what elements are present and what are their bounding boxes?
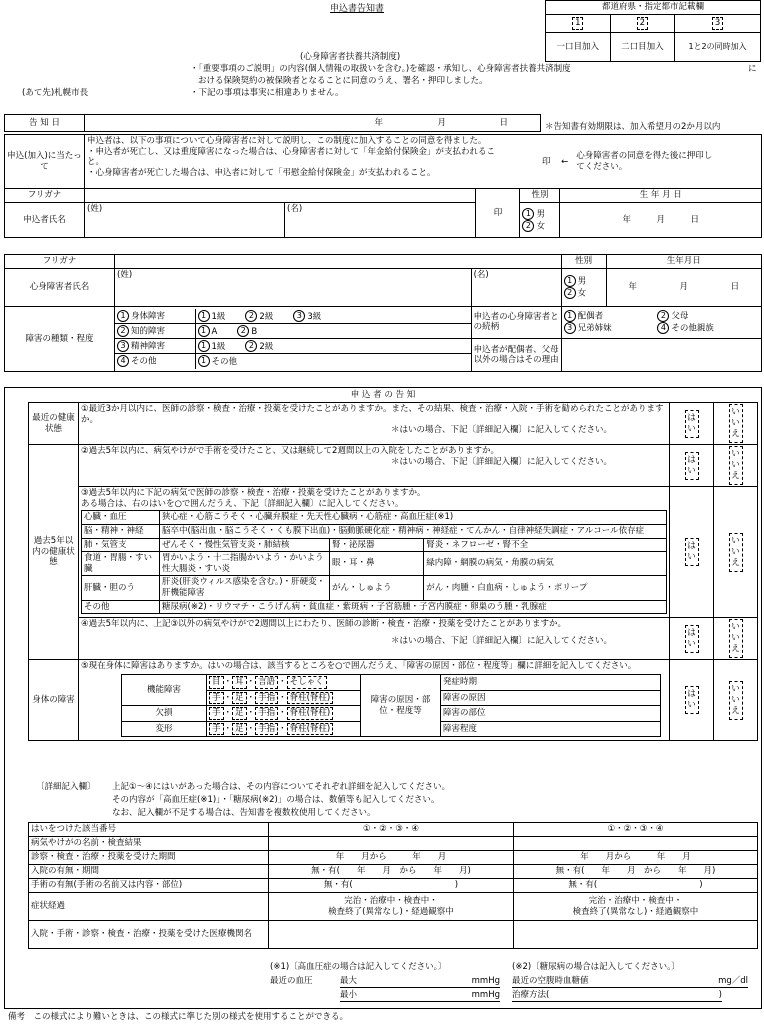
applicant-birth-label: 生 年 月 日 [560,189,762,203]
disease-cell: 眼・耳・鼻 [330,552,424,576]
q2-text: ②過去5年以内に、病気やけがで手術を受けたこと、又は継続して2週間以上の入院をしたことがありますか。 [81,446,499,456]
bp-label: 最近の血圧 [270,976,313,986]
disease-cell: がん・しゅよう [330,576,424,600]
apply-t3: ・心身障害者が死亡した場合は、申込者に対して「弔慰金給付保険金」が支払われること。 [87,167,436,178]
disabled-furigana: フリガナ [5,255,115,269]
disease-list: 糖尿病(※2)・リウマチ・こうげん病・貧血症・紫斑病・子宮筋腫・子宮内膜症・卵巣のう腫・乳腺症 [160,600,667,614]
q4-yes[interactable]: はい [685,625,699,653]
validity-note: ＊告知書有効期限は、加入希望月の2か月以内 [545,122,721,132]
disease-list: 狭心症・心筋こうそく・心臓弁膜症・先天性心臓病・心筋症・高血圧症(※1) [160,511,667,525]
grade-1[interactable]: 1 A 2 B [195,324,471,339]
disease-cell: 肺・気管支 [82,538,160,552]
consent-note: 心身障害者の同意を得た後に押印してください。 [576,150,713,172]
sugar-field[interactable]: 最近の空腹時血糖値 mg／dl [512,976,748,986]
grade-3[interactable]: 1 その他 [195,354,471,369]
disabled-birth-field[interactable]: 年 月 日 [606,268,761,306]
page-title: 申込書告知書 [330,4,385,14]
bullet-1: ・「重要事項のご説明」の内容(個人情報の取扱いを含む。)を確認・承知し、心身障害者扶養共済制度 [190,64,571,74]
body-part-option: 言語 [255,676,278,689]
type-3[interactable]: 4 その他 [115,354,195,369]
q5-no[interactable]: いいえ [729,681,743,720]
body-part-option: 足 [232,723,247,736]
q2-note: ＊はいの場合、下記〔詳細記入欄〕に記入してください。 [391,456,613,467]
pref-box-title: 都道府県・指定都市記載欄 [546,1,761,15]
disabled-sei[interactable]: (姓) [115,268,472,306]
detail-col-1[interactable]: 年 月から 年 月 [269,851,514,865]
pref-c3: 1と2の同時加入 [675,33,761,62]
body-part-option: 脊柱(脊柱) [287,723,334,736]
disease-cell: 肝臓・胆のう [82,576,160,600]
body-part-option: 耳 [232,676,247,689]
treat-field[interactable]: 治療方法( ) [512,990,722,1000]
body-part-option: 手 [209,723,224,736]
disabled-furigana-field[interactable] [115,255,562,269]
applicant-furigana: フリガナ [5,189,85,203]
disease-cell: 緑内障・網膜の病気・角膜の病気 [424,552,667,576]
loss-row[interactable]: 手 ・ 足 ・ 手指 ・ 脊柱(脊柱) [207,706,361,722]
detail-table [28,822,758,949]
disease-list: 脳卒中(脳出血・脳こうそく・くも膜下出血)・脳動脈硬化症・精神病・神経症・てんかん・自律神経失調症・アルコール依存症 [160,524,667,538]
q2-yes[interactable]: はい [685,452,699,480]
body-part-option: 手 [209,692,224,705]
note-diabetes: (※2)〔糖尿病の場合は記入してください。〕 [512,962,680,972]
body-part-option: 手指 [255,723,278,736]
q4-text: ④過去5年以内に、上記③以外の病気やけがで2週間以上にわたり、医師の診断・検査・治療・投薬を受けたことがありますか。 [81,619,567,630]
cause-part[interactable]: 障害の部位 [441,706,661,722]
disease-cat: 脳・精神・神経 [82,524,160,538]
body-table [121,674,661,738]
disease-cell: ぜんそく・慢性気管支炎・肺結核 [160,538,330,552]
disease-cell: 食道・胃腸・すい臓 [82,552,160,576]
q5-text: ⑤現在身体に障害はありますか。はいの場合は、該当するところを○で囲んだうえ、「障害の原因・部位・程度等」欄に詳細を記入してください。 [81,661,637,672]
q3-yes[interactable]: はい [685,538,699,566]
detail-col-2[interactable]: 年 月から 年 月 [514,851,758,865]
pref-num-2[interactable]: 2 [637,17,648,30]
q3-text-b: ある場合は、右のはいを○で囲んだうえ、下記〔詳細記入欄〕に記入してください。 [81,498,404,509]
q1-note: ＊はいの場合、下記〔詳細記入欄〕に記入してください。 [391,425,613,436]
applicant-sei[interactable]: (姓) [85,202,285,237]
applicant-seal[interactable]: 印 [476,189,520,238]
disabled-sex-options[interactable]: 1 男 2 女 [561,268,606,306]
pref-box [545,0,761,62]
bp-min-field[interactable]: 最小 mmHg [340,990,500,1000]
applicant-sex-label: 性別 [520,189,560,203]
relation-options[interactable]: 1 配偶者 2 父母3 兄弟姉妹 4 その他親族 [562,307,761,339]
detail-row-label: 病気やけがの名前・検査結果 [29,837,269,851]
disease-cell: 肝炎(肝炎ウィルス感染を含む。)・肝硬変・肝機能障害 [160,576,330,600]
apply-t2: ・申込者が死亡し、又は重度障害になった場合は、心身障害者に対して「年金給付保険金」が支払われること。 [87,146,496,168]
pref-num-3[interactable]: 3 [712,17,723,30]
grade-2[interactable]: 1 1級 2 2級 [195,339,471,354]
declaration-title: 申 込 者 の 告 知 [350,390,416,400]
q3-no[interactable]: いいえ [729,533,743,572]
q5-yes[interactable]: はい [685,686,699,714]
disability-types [115,309,471,369]
disease-cell: がん・肉腫・白血病・しゅよう・ポリープ [424,576,667,600]
detail-col-1[interactable]: 完治・治療中・検査中・ 検査終了(異常なし)・経過観察中 [269,893,514,921]
cause-label: 障害の原因・部位・程度等 [361,674,441,737]
apply-seal[interactable]: 印 [541,157,551,167]
applicant-furigana-field[interactable] [85,189,476,203]
bullet-2: おける保険契約の被保険者となることに同意のうえ、署名・押印しました。 [198,76,488,86]
applicant-birth-field[interactable]: 年 月 日 [560,202,762,237]
deform-label: 変形 [122,721,207,737]
detail-col-2[interactable]: ①・②・③・④ [514,823,758,837]
q4-no[interactable]: いいえ [729,619,743,658]
q1-no[interactable]: いいえ [729,404,743,443]
q2-no[interactable]: いいえ [729,446,743,485]
apply-t1: 申込者は、以下の事項について心身障害者に対して説明し、この制度に加入することの同意を得ました。 [87,136,487,146]
body-part-option: 足 [232,707,247,720]
detail-col-2[interactable]: 無・有( ) [514,879,758,893]
func-row-2[interactable]: 手 ・ 足 ・ 手指 ・ 脊柱(脊柱) [207,690,361,706]
grade-0[interactable]: 1 1級 2 2級 3 3級 [195,309,471,324]
body-part-option: 目 [209,676,224,689]
detail-col-1[interactable]: ①・②・③・④ [269,823,514,837]
body-part-option: 足 [232,692,247,705]
detail-d2: その内容が「高血圧症(※1)」・「糖尿病(※2)」の場合は、数値等も記入してください。 [112,795,440,805]
reason-field[interactable] [562,339,761,371]
deform-row[interactable]: 手 ・ 足 ・ 手指 ・ 脊柱(脊柱) [207,721,361,737]
func-row-1[interactable]: 目 ・ 耳 ・ 言語 ・ そしゃく [207,674,361,690]
cause-onset[interactable]: 発症時期 [441,674,661,690]
disabled-mei[interactable]: (名) [471,268,561,306]
bullet-3: ・下記の事項は事実に相違ありません。 [190,88,344,98]
func-label: 機能障害 [122,674,207,705]
relation-label: 申込者の心身障害者との続柄 [472,307,561,339]
reason-label: 申込者が配偶者、父母以外の場合はその理由 [473,344,559,366]
notice-date-field[interactable]: 年 月 日 [85,115,541,132]
disabled-table [4,254,762,372]
disease-cell: 腎・泌尿器 [330,538,424,552]
body-part-option: 脊柱(脊柱) [287,692,334,705]
type-label: 障害の種類・程度 [5,306,115,371]
type-2[interactable]: 3 精神障害 [115,339,195,354]
loss-label: 欠損 [122,706,207,722]
q1-yes[interactable]: はい [685,410,699,438]
detail-d1: 上記①〜④にはいがあった場合は、その内容についてそれぞれ詳細を記入してください。 [112,782,450,792]
q1-text: ①最近3か月以内に、医師の診察・検査・治療・投薬を受けたことがありますか。また、その結果、検査・治療・入院・手術を勧められたことがありますか。 [81,404,664,425]
disabled-name-label: 心身障害者氏名 [5,268,115,306]
body-part-option: 脊柱(脊柱) [287,707,334,720]
arrow-icon: ← [561,157,569,167]
detail-row-label: 診察・検査・治療・投薬を受けた期間 [29,851,269,865]
detail-col-2[interactable] [514,921,758,949]
addressee: (あて先)札幌市長 [22,88,89,98]
detail-row-label: 症状経過 [29,893,269,921]
detail-row-label: 入院・手術・診察・検査・治療・投薬を受けた医療機関名 [29,921,269,949]
detail-row-label: 手術の有無(手術の名前又は内容・部位) [29,879,269,893]
detail-col-1[interactable]: 無・有( 年 月 から 年 月) [269,865,514,879]
footer-note: 備考 この様式により難いときは、この様式に準じた別の様式を使用することができる。 [8,1012,349,1022]
bullet-1-tail: に [748,64,757,74]
type-1[interactable]: 2 知的障害 [115,324,195,339]
apply-label: 申込(加入)に当たって [5,135,85,189]
detail-col-1[interactable] [269,921,514,949]
cause-degree[interactable]: 障害程度 [441,721,661,737]
disease-cell: 胃かいよう・十二指腸かいよう・かいよう性大腸炎・すい炎 [160,552,330,576]
body-part-option: 手指 [255,707,278,720]
body-part-option: 手 [209,707,224,720]
body-part-option: そしゃく [287,676,327,689]
cause-reason[interactable]: 障害の原因 [441,690,661,706]
type-0[interactable]: 1 身体障害 [115,309,195,324]
notice-date-row [4,114,541,132]
pref-c1: 一口目加入 [546,33,611,62]
detail-col-2[interactable] [514,837,758,851]
past-label: 過去5年以内の健康状態 [29,445,79,660]
body-part-option: 手指 [255,692,278,705]
pref-num-1[interactable]: 1 [572,17,583,30]
disease-cell: 腎炎・ネフローゼ・腎不全 [424,538,667,552]
notice-label: 告 知 日 [5,115,85,132]
note-hbp: (※1)〔高血圧症の場合は記入してください。〕 [270,962,447,972]
disease-table [81,510,667,614]
disease-cat: 心臓・血圧 [82,511,160,525]
applicant-sex-options[interactable]: 1 男 2 女 [520,202,560,237]
questions-table [28,402,758,741]
disabled-sex-label: 性別 [561,255,606,269]
applicant-name-label: 申込者氏名 [5,202,85,237]
detail-col-2[interactable]: 完治・治療中・検査中・ 検査終了(異常なし)・経過観察中 [514,893,758,921]
detail-d3: なお、記入欄が不足する場合は、告知書を複数枚使用してください。 [112,808,376,818]
pref-c2: 二口目加入 [610,33,675,62]
apply-table [4,134,762,238]
form-subtitle: (心身障害者扶養共済制度) [300,52,401,62]
detail-row-label: 入院の有無・期間 [29,865,269,879]
detail-label: 〔詳細記入欄〕 [36,782,96,792]
detail-col-1[interactable]: 無・有( ) [269,879,514,893]
recent-label: 最近の健康状態 [29,403,79,445]
disease-cat: その他 [82,600,160,614]
detail-row-label: はいをつけた該当番号 [29,823,269,837]
body-label: 身体の障害 [29,660,79,741]
detail-col-2[interactable]: 無・有( 年 月 から 年 月) [514,865,758,879]
disabled-birth-label: 生年月日 [606,255,761,269]
detail-col-1[interactable] [269,837,514,851]
q3-text: ③過去5年以内に下記の病気で医師の診察・検査・治療・投薬を受けたことがありますか。 [81,488,426,498]
applicant-mei[interactable]: (名) [285,202,476,237]
q4-note: ＊はいの場合、下記〔詳細記入欄〕に記入してください。 [391,635,613,646]
bp-max-field[interactable]: 最大 mmHg [340,976,500,986]
